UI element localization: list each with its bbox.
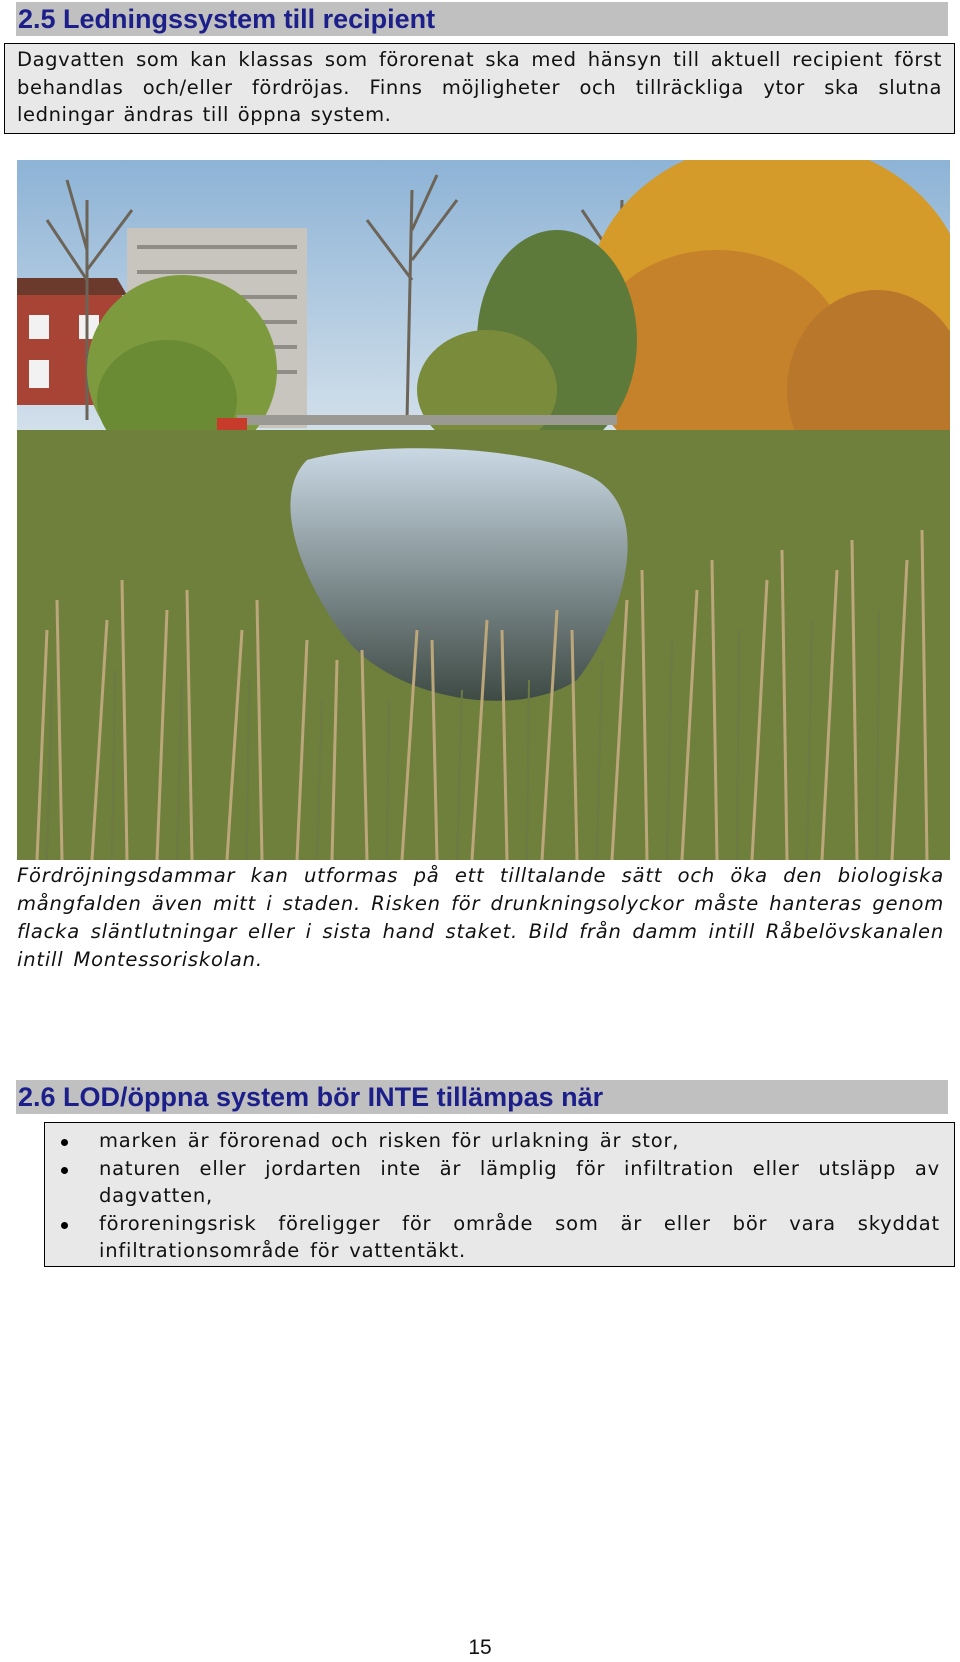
intro-text: Dagvatten som kan klassas som förorenat ska med hänsyn till aktuell recipient först behandlas och/eller fördröjas. Finns möjligheter och tillräckliga ytor ska slutna ledningar ändras till öppna system.	[17, 48, 942, 126]
section-heading-2-6: 2.6 LOD/öppna system bör INTE tillämpas när	[16, 1080, 948, 1114]
intro-box	[4, 43, 955, 134]
figure-caption: Fördröjningsdammar kan utformas på ett tilltalande sätt och öka den biologiska mångfalden även mitt i staden. Risken för drunkningsolyckor måste hanteras genom flacka släntlutningar eller i sista hand staket. Bild från damm intill Råbelövskanalen intill Montessoriskolan.	[17, 864, 944, 971]
bullet-icon	[61, 1167, 68, 1174]
page-number: 15	[468, 1636, 492, 1659]
bullet-icon	[61, 1139, 68, 1146]
pond-photo-illustration	[17, 160, 950, 860]
criteria-list	[55, 1127, 940, 1265]
list-item-text: naturen eller jordarten inte är lämplig för infiltration eller utsläpp av dagvatten,	[99, 1156, 940, 1207]
list-item-text: föroreningsrisk föreligger för område som är eller bör vara skyddat infiltrationsområde för vattentäkt.	[99, 1211, 940, 1262]
section-heading-2-5: 2.5 Ledningssystem till recipient	[16, 2, 948, 36]
bullet-icon	[61, 1222, 68, 1229]
list-item	[55, 1155, 940, 1210]
criteria-box	[44, 1122, 955, 1267]
list-item	[55, 1210, 940, 1265]
list-item	[55, 1127, 940, 1155]
list-item-text: marken är förorenad och risken för urlakning är stor,	[99, 1129, 680, 1152]
pond-photo	[17, 160, 950, 860]
